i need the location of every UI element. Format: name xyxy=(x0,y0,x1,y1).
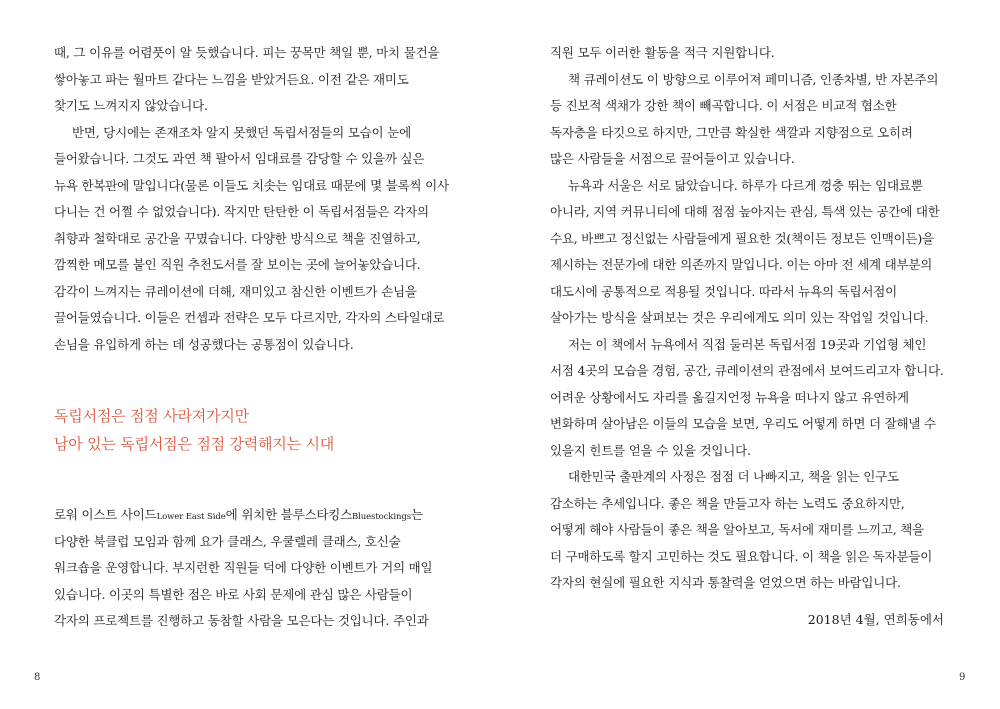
text-line: 다니는 건 어쩔 수 없었습니다). 작지만 탄탄한 이 독립서점들은 각자의 xyxy=(54,204,429,219)
text-line: 변화하며 살아남은 이들의 모습을 보면, 우리도 어떻게 하면 더 잘해낼 수 xyxy=(550,416,936,431)
right-paragraph-1 xyxy=(550,40,950,67)
text-line: 뉴욕 한복판에 말입니다(물론 이들도 치솟는 임대료 때문에 몇 블록씩 이사 xyxy=(54,177,449,193)
section-heading-line-2: 남아 있는 독립서점은 점점 강력해지는 시대 xyxy=(54,435,335,453)
left-paragraph-2 xyxy=(54,120,454,359)
text-line xyxy=(54,502,454,529)
page-number: 9 xyxy=(959,672,966,683)
text-line: 책 큐레이션도 이 방향으로 이루어져 페미니즘, 인종차별, 반 자본주의 xyxy=(568,71,939,87)
text-line: 들어왔습니다. 그것도 과연 책 팔아서 임대료를 감당할 수 있을까 싶은 xyxy=(54,151,425,166)
text-line: 쌓아놓고 파는 월마트 같다는 느낌을 받았거든요. 이전 같은 재미도 xyxy=(54,71,409,87)
text-line: 수요, 바쁘고 정신없는 사람들에게 필요한 것(책이든 정보든 인맥이든)을 xyxy=(550,230,934,246)
right-paragraph-5 xyxy=(550,464,950,597)
text-line: 독자층을 타깃으로 하지만, 그만큼 확실한 색깔과 지향점으로 오히려 xyxy=(550,124,913,140)
text-line: 서점 4곳의 모습을 경험, 공간, 큐레이션의 관점에서 보여드리고자 합니다. xyxy=(550,363,944,378)
text-segment: 로워 이스트 사이드 xyxy=(54,507,157,522)
text-line: 각자의 프로젝트를 진행하고 동참할 사람을 모은다는 것입니다. 주인과 xyxy=(54,613,429,628)
text-line: 다양한 북클럽 모임과 함께 요가 클래스, 우쿨렐레 클래스, 호신술 xyxy=(54,533,401,549)
text-line: 각자의 현실에 필요한 지식과 통찰력을 얻었으면 하는 바람입니다. xyxy=(550,575,901,590)
text-line: 손님을 유입하게 하는 데 성공했다는 공통점이 있습니다. xyxy=(54,336,354,352)
right-paragraph-2 xyxy=(550,67,950,173)
text-line: 반면, 당시에는 존재조차 알지 못했던 독립서점들의 모습이 눈에 xyxy=(72,124,411,140)
text-segment: 에 위치한 블루스타킹스 xyxy=(225,507,352,522)
text-line: 감각이 느껴지는 큐레이션에 더해, 재미있고 참신한 이벤트가 손님을 xyxy=(54,283,417,299)
text-line: 등 진보적 색채가 강한 책이 빼곡합니다. 이 서점은 비교적 협소한 xyxy=(550,98,897,113)
page-number: 8 xyxy=(34,672,41,683)
section-heading xyxy=(54,402,454,458)
text-line: 살아가는 방식을 살펴보는 것은 우리에게도 의미 있는 작업일 것입니다. xyxy=(550,310,929,325)
english-name-note: Bluestockings xyxy=(351,512,411,522)
text-line: 때, 그 이유를 어렴풋이 알 듯했습니다. 피는 꿍목만 책일 뿐, 마치 물건을 xyxy=(54,45,440,60)
text-segment: 는 xyxy=(410,507,423,522)
text-line: 어떻게 해야 사람들이 좋은 책을 알아보고, 독서에 재미를 느끼고, 책을 xyxy=(550,522,925,537)
text-line: 제시하는 전문가에 대한 의존까지 말입니다. 이는 아마 전 세계 대부분의 xyxy=(550,257,933,272)
text-line: 더 구매하도록 할지 고민하는 것도 필요합니다. 이 책을 읽은 독자분들이 xyxy=(550,548,933,564)
text-line: 깜찍한 메모를 붙인 직원 추천도서를 잘 보이는 곳에 늘어놓았습니다. xyxy=(54,257,421,272)
text-line: 직원 모두 이러한 활동을 적극 지원합니다. xyxy=(550,45,775,60)
right-page xyxy=(500,0,1000,709)
left-paragraph-3 xyxy=(54,502,454,635)
text-line: 찾기도 느껴지지 않았습니다. xyxy=(54,98,208,113)
signature-dateline: 2018년 4월, 연희동에서 xyxy=(807,611,944,627)
text-line: 저는 이 책에서 뉴욕에서 직접 둘러본 독립서점 19곳과 기업형 체인 xyxy=(568,336,927,352)
section-heading-line-1: 독립서점은 점점 사라져가지만 xyxy=(54,407,249,425)
text-line: 대도시에 공통적으로 적용될 것입니다. 따라서 뉴욕의 독립서점이 xyxy=(550,283,898,299)
text-line: 취향과 철학대로 공간을 꾸몄습니다. 다양한 방식으로 책을 진열하고, xyxy=(54,230,421,246)
text-line: 있습니다. 이곳의 특별한 점은 바로 사회 문제에 관심 많은 사람들이 xyxy=(54,586,413,602)
english-name-note: Lower East Side xyxy=(156,512,226,522)
text-line: 감소하는 추세입니다. 좋은 책을 만들고자 하는 노력도 중요하지만, xyxy=(550,495,905,511)
right-paragraph-4 xyxy=(550,332,950,465)
left-text-column xyxy=(54,40,454,635)
text-line: 아니라, 지역 커뮤니티에 대해 점점 높아지는 관심, 특색 있는 공간에 대한 xyxy=(550,204,940,219)
left-paragraph-1 xyxy=(54,40,454,120)
text-line: 워크숍을 운영합니다. 부지런한 직원들 덕에 다양한 이벤트가 거의 매일 xyxy=(54,560,433,575)
text-line: 끌어들였습니다. 이들은 컨셉과 전략은 모두 다르지만, 각자의 스타일대로 xyxy=(54,310,445,325)
text-line: 많은 사람들을 서점으로 끌어들이고 있습니다. xyxy=(550,151,795,166)
right-text-column xyxy=(550,40,950,633)
text-line: 대한민국 출판계의 사정은 점점 더 나빠지고, 책을 읽는 인구도 xyxy=(568,469,899,484)
text-line: 있을지 힌트를 얻을 수 있을 것입니다. xyxy=(550,442,751,458)
text-line: 어려운 상황에서도 자리를 옮길지언정 뉴욕을 떠나지 않고 유연하게 xyxy=(550,389,909,405)
text-line: 뉴욕과 서울은 서로 닮았습니다. 하루가 다르게 껑충 뛰는 임대료뿐 xyxy=(568,177,923,193)
right-paragraph-3 xyxy=(550,173,950,332)
